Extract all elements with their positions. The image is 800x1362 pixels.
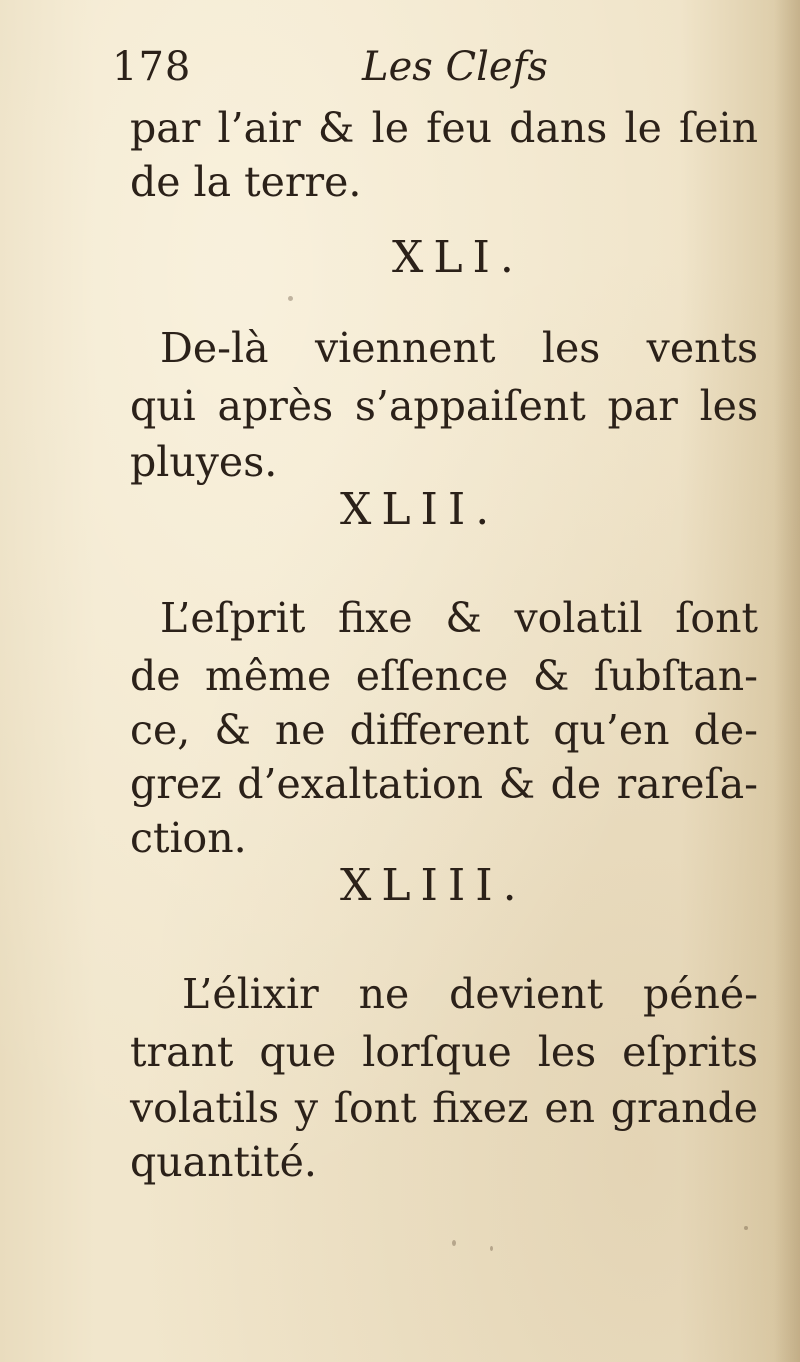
text-line: trant que lorſque les eſprits [130, 1028, 758, 1076]
article-heading: XLI. [392, 232, 524, 283]
running-head-title: Les Clefs [362, 44, 548, 90]
page-number: 178 [112, 44, 192, 90]
text-line: grez d’exaltation & de rareſa- [130, 760, 758, 808]
text-line: ce, & ne different qu’en de- [130, 706, 758, 754]
paper-speck [744, 1226, 748, 1230]
text-line: L’élixir ne devient péné- [182, 970, 758, 1018]
text-line: par l’air & le feu dans le ſein [130, 104, 758, 152]
article-heading: XLIII. [340, 860, 527, 911]
text-line: De-là viennent les vents [160, 324, 758, 372]
text-line: volatils y ſont fixez en grande [130, 1084, 758, 1132]
text-line: L’eſprit fixe & volatil ſont [160, 594, 758, 642]
paper-speck [490, 1246, 493, 1251]
text-line: de la terre. [130, 158, 362, 206]
text-line: qui après s’appaiſent par les [130, 382, 758, 430]
text-line: de même eſſence & ſubſtan- [130, 652, 758, 700]
text-line: ction. [130, 814, 247, 862]
article-heading: XLII. [340, 484, 500, 535]
text-line: pluyes. [130, 438, 278, 486]
page-edge-shadow [774, 0, 800, 1362]
text-line: quantité. [130, 1138, 317, 1186]
running-head [0, 44, 800, 104]
paper-speck [452, 1240, 456, 1246]
paper-speck [288, 296, 293, 301]
